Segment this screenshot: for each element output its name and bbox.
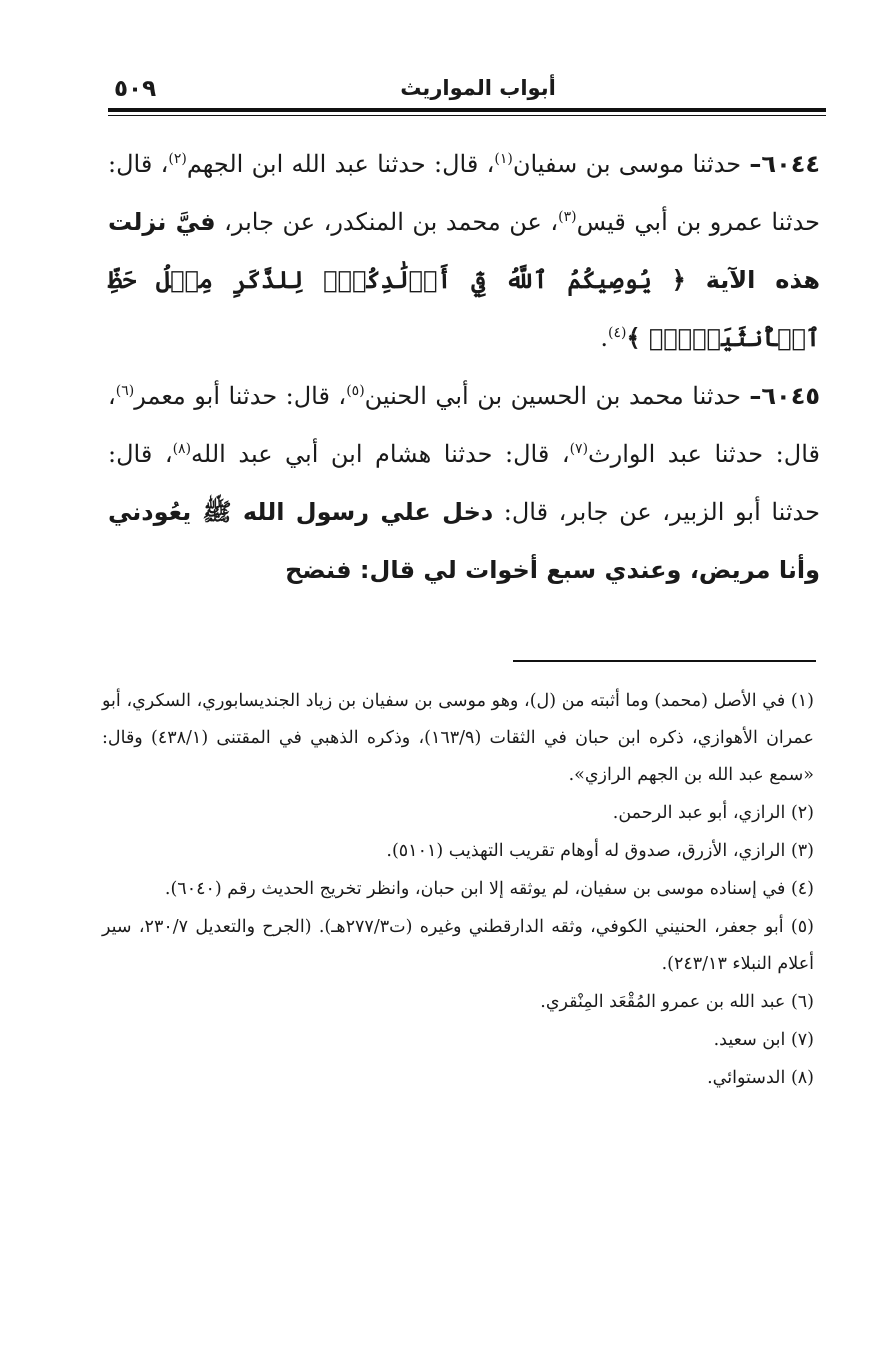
running-title: أبواب المواريث	[400, 76, 556, 100]
footnote-ref[interactable]: (٢)	[168, 151, 187, 167]
footnote-ref[interactable]: (٧)	[569, 441, 589, 457]
footnote-label: (٤)	[790, 879, 814, 899]
footnote-text: الرازي، أبو عبد الرحمن.	[612, 803, 786, 823]
hadith-number: ٦٠٤٤	[761, 150, 821, 178]
footnote-label: (٧)	[790, 1030, 814, 1050]
footnote-separator	[513, 660, 816, 662]
footnotes	[102, 683, 814, 1098]
footnote-4	[102, 871, 814, 908]
footnote-ref[interactable]: (٦)	[115, 383, 135, 399]
hadith-text: ، قال: حدثنا أبو معمر	[134, 382, 347, 410]
footnote-6	[102, 984, 814, 1021]
footnote-text: أبو جعفر، الحنيني الكوفي، وثقه الدارقطني وغيره (ت٢٧٧/٣هـ). (الجرح والتعديل ٢٣٠/٧، سير أعلام النبلاء ٢٤٣/١٣).	[102, 917, 814, 974]
hadith-6044	[108, 135, 820, 367]
footnote-7	[102, 1022, 814, 1059]
footnote-text: ابن سعيد.	[713, 1030, 786, 1050]
footnote-label: (٥)	[790, 917, 814, 937]
footnote-ref[interactable]: (٤)	[607, 325, 627, 341]
hadith-bold-text: فيَّ نزلت هذه الآية	[108, 208, 820, 294]
footnote-text: الدستوائي.	[707, 1068, 786, 1088]
hadith-text: ، قال: حدثنا عمرو بن أبي قيس	[108, 150, 820, 236]
main-text	[108, 135, 820, 599]
hadith-text: ، قال: حدثنا عبد الله ابن الجهم	[186, 150, 495, 178]
hadith-6045	[108, 367, 820, 599]
footnote-text: في إسناده موسى بن سفيان، لم يوثقه إلا ابن حبان، وانظر تخريج الحديث رقم (٦٠٤٠).	[164, 879, 786, 899]
footnote-label: (٣)	[790, 841, 814, 861]
hadith-end: .	[600, 324, 608, 352]
header-rule-thin	[108, 115, 826, 116]
footnote-2	[102, 795, 814, 832]
footnote-text: عبد الله بن عمرو المُقْعَد المِنْقري.	[540, 992, 786, 1012]
quran-verse: ﴿ يُوصِيكُمُ ٱللَّهُ فِيٓ أَوۡلَٰدِكُمۡۖ لِلذَّكَرِ مِثۡلُ حَظِّ ٱلۡأُنثَيَيۡنِۚ ﴾	[108, 265, 820, 352]
page-header	[108, 72, 826, 112]
footnote-ref[interactable]: (٨)	[172, 441, 192, 457]
hadith-text: ، عن محمد بن المنكدر، عن جابر،	[215, 208, 559, 236]
footnote-text: الرازي، الأزرق، صدوق له أوهام تقريب التهذيب (٥١٠١).	[386, 841, 786, 861]
footnote-text: في الأصل (محمد) وما أثبته من (ل)، وهو موسى بن سفيان بن زياد الجنديسابوري، السكري، أبو عمران الأهوازي، ذكره ابن حبان في الثقات (١٦٣/٩)، وذكره الذهبي في المقتنى (٤٣٨/١) وقال: «سمع عبد الله بن الجهم الرازي».	[102, 691, 814, 785]
hadith-bold-text: دخل علي رسول الله ﷺ يعُودني وأنا مريض، وعندي سبع أخوات لي قال: فنضح	[108, 498, 820, 584]
footnote-3	[102, 833, 814, 870]
hadith-text: ، قال: حدثنا أبو الزبير، عن جابر، قال:	[108, 440, 820, 526]
footnote-ref[interactable]: (١)	[494, 151, 513, 167]
footnote-ref[interactable]: (٣)	[558, 209, 577, 225]
footnote-label: (٨)	[790, 1068, 814, 1088]
hadith-text: حدثنا محمد بن الحسين بن أبي الحنين	[364, 382, 750, 410]
hadith-number: ٦٠٤٥	[761, 382, 820, 410]
footnote-label: (٦)	[790, 992, 814, 1012]
footnote-5	[102, 909, 814, 983]
hadith-text: ، قال: حدثنا هشام ابن أبي عبد الله	[191, 440, 570, 468]
footnote-1	[102, 683, 814, 794]
footnote-label: (١)	[790, 691, 814, 711]
footnote-8	[102, 1060, 814, 1097]
hadith-dash: –	[749, 150, 762, 178]
page-number: ٥٠٩	[114, 76, 157, 102]
footnote-ref[interactable]: (٥)	[346, 383, 365, 399]
hadith-text: حدثنا موسى بن سفيان	[512, 150, 750, 178]
header-rule-thick	[108, 108, 826, 112]
footnote-label: (٢)	[790, 803, 814, 823]
hadith-dash: –	[749, 382, 762, 410]
hadith-text: ، قال: حدثنا عبد الوارث	[108, 382, 820, 468]
